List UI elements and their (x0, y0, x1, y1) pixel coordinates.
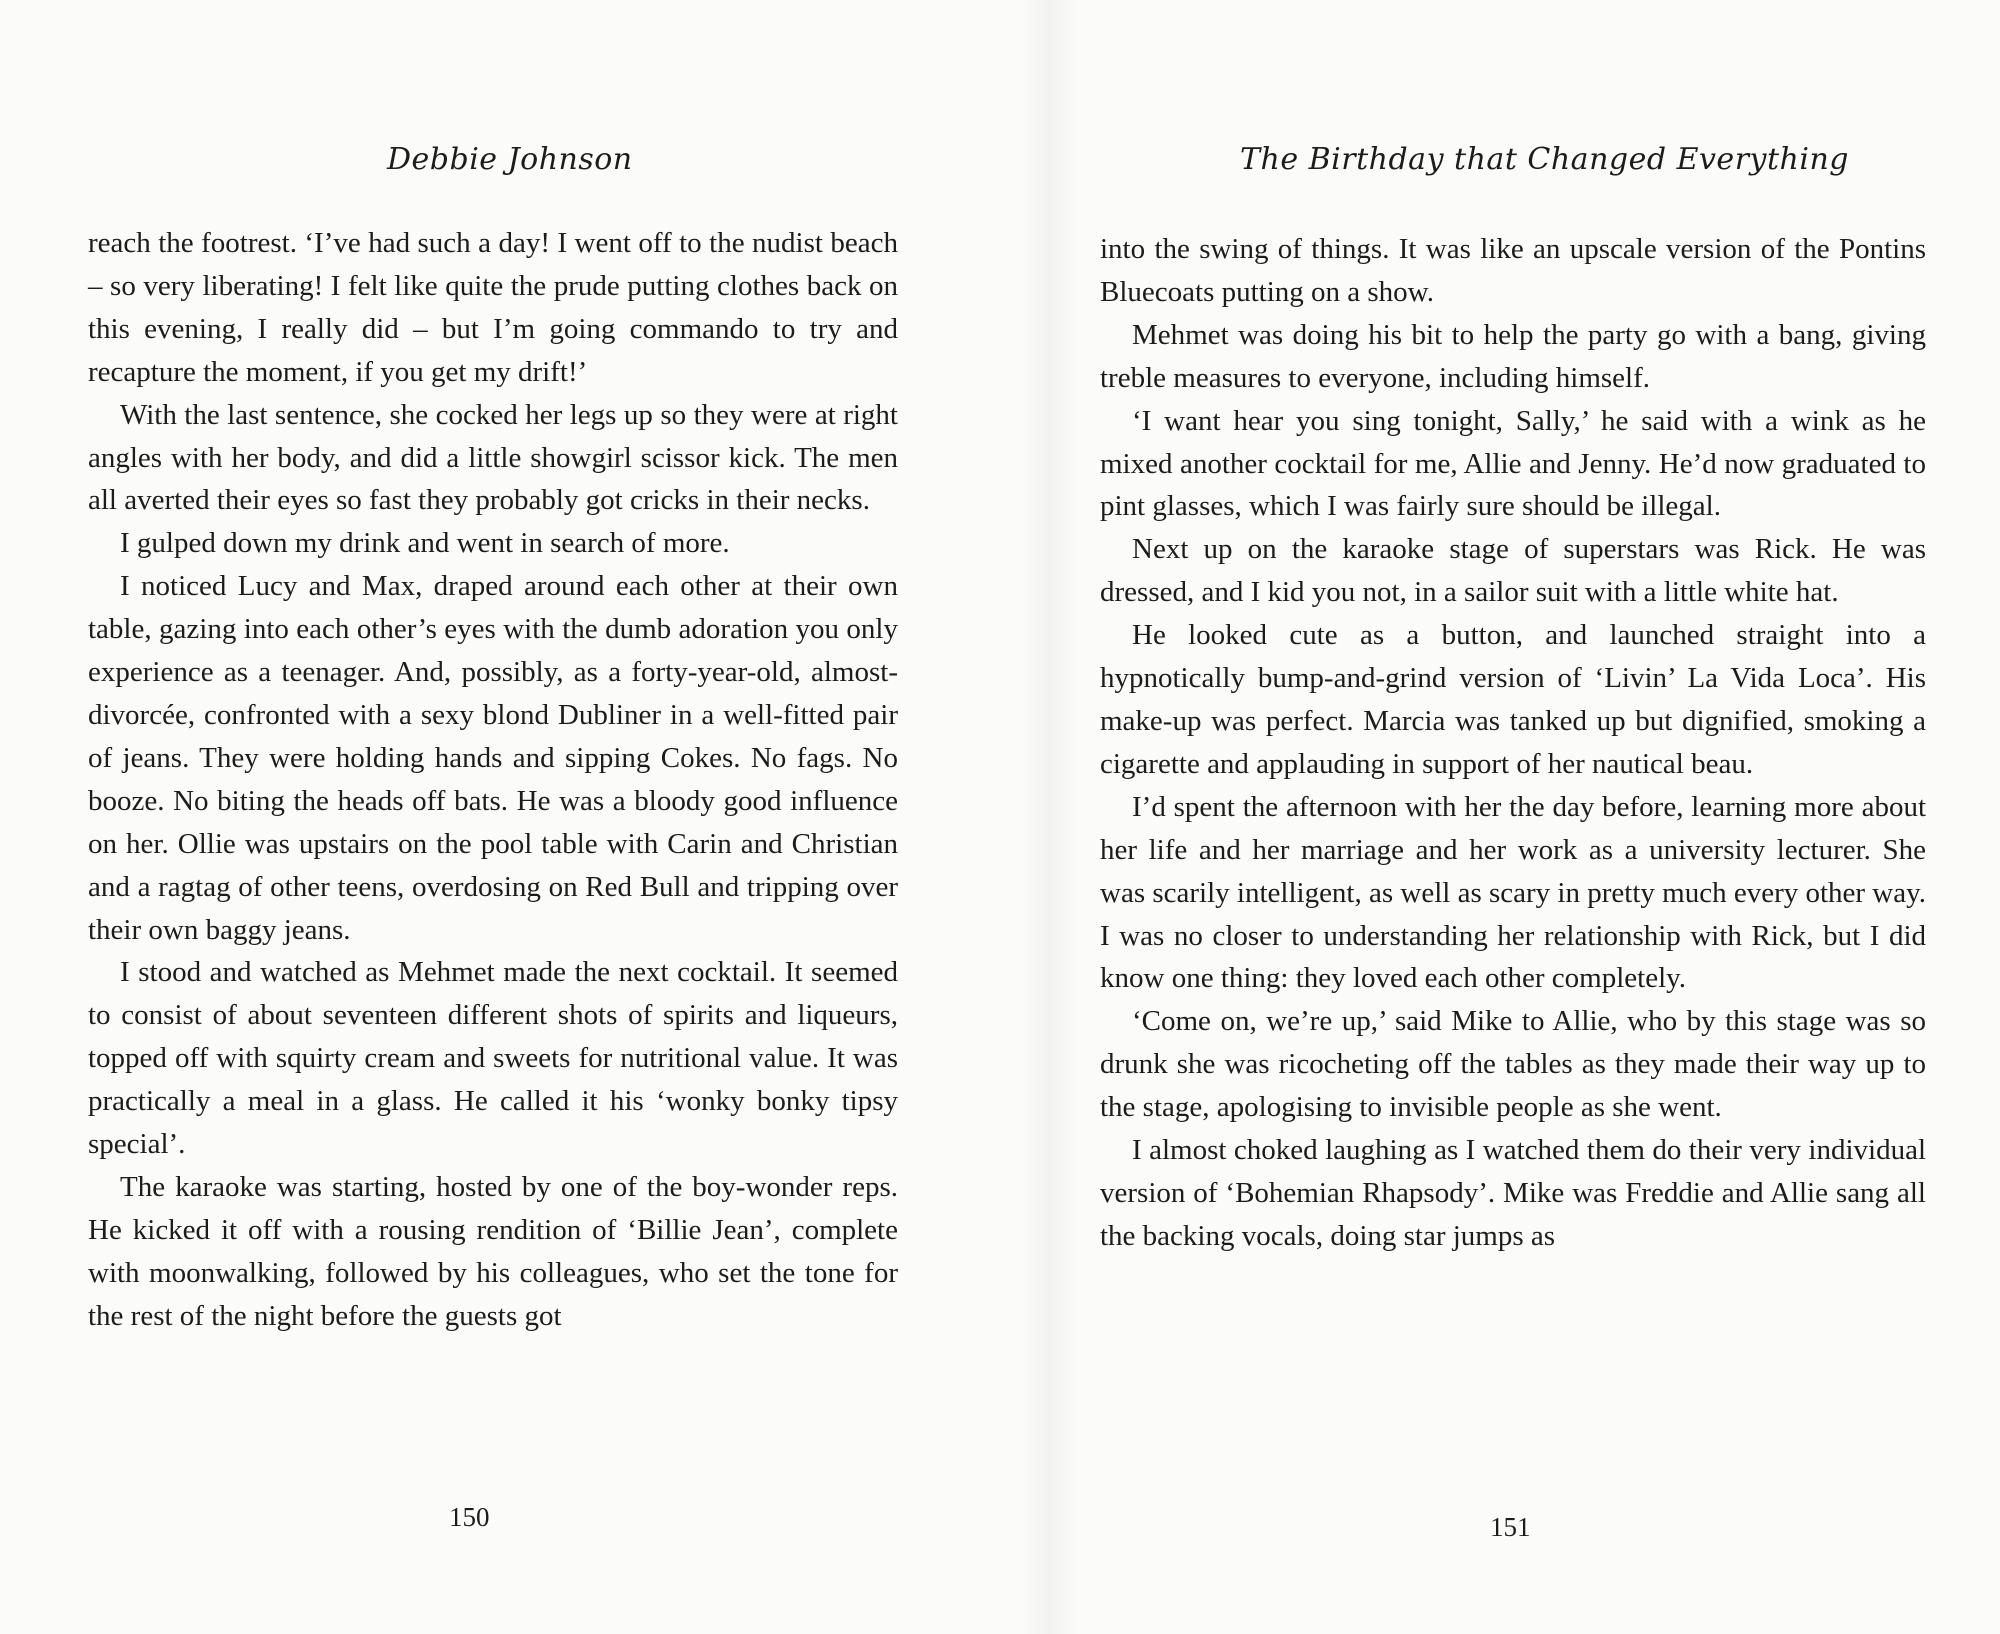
paragraph: ‘I want hear you sing tonight, Sally,’ he said with a wink as he mixed another cocktail for me, Allie and Jenny. He’d now graduated to pint glasses, which I was fairly sure should be illegal. (1100, 404, 1926, 523)
paragraph: Mehmet was doing his bit to help the party go with a bang, giving treble measures to everyone, including himself. (1100, 318, 1926, 394)
left-page-body (88, 222, 898, 1338)
paragraph: I noticed Lucy and Max, draped around each other at their own table, gazing into each other’s eyes with the dumb adoration you only experience as a teenager. And, possibly, as a forty-year-old, almost-divorcée, confronted with a sexy blond Dubliner in a well-fitted pair of jeans. They were holding hands and sipping Cokes. No fags. No booze. No biting the heads off bats. He was a bloody good influence on her. Ollie was upstairs on the pool table with Carin and Christian and a ragtag of other teens, overdosing on Red Bull and tripping over their own baggy jeans. (88, 570, 898, 946)
paragraph: reach the footrest. ‘I’ve had such a day! I went off to the nudist beach – so very liberating! I felt like quite the prude putting clothes back on this evening, I really did – but I’m going commando to try and recapture the moment, if you get my drift!’ (88, 227, 898, 388)
paragraph: Next up on the karaoke stage of superstars was Rick. He was dressed, and I kid you not, in a sailor suit with a little white hat. (1100, 533, 1926, 609)
paragraph: I gulped down my drink and went in search of more. (120, 527, 730, 560)
page-number: 150 (449, 1502, 490, 1532)
right-page-body (1100, 228, 1926, 1258)
page-number: 151 (1490, 1512, 1531, 1542)
running-head-title: The Birthday that Changed Everything (1240, 142, 1849, 177)
paragraph: into the swing of things. It was like an upscale version of the Pontins Bluecoats putting on a show. (1100, 233, 1926, 308)
paragraph: I stood and watched as Mehmet made the next cocktail. It seemed to consist of about seventeen different shots of spirits and liqueurs, topped off with squirty cream and sweets for nutritional value. It was practically a meal in a glass. He called it his ‘wonky bonky tipsy special’. (88, 956, 898, 1161)
paragraph: With the last sentence, she cocked her legs up so they were at right angles with her body, and did a little showgirl scissor kick. The men all averted their eyes so fast they probably got cricks in their necks. (88, 398, 898, 517)
paragraph: I’d spent the afternoon with her the day before, learning more about her life and her marriage and her work as a university lecturer. She was scarily intelligent, as well as scary in pretty much every other way. I was no closer to understanding her relationship with Rick, but I did know one thing: they loved each other completely. (1100, 790, 1926, 995)
paragraph: I almost choked laughing as I watched them do their very individual version of ‘Bohemian Rhapsody’. Mike was Freddie and Allie sang all the backing vocals, doing star jumps as (1100, 1134, 1926, 1252)
paragraph: He looked cute as a button, and launched straight into a hypnotically bump-and-grind version of ‘Livin’ La Vida Loca’. His make-up was perfect. Marcia was tanked up but dignified, smoking a cigarette and applauding in support of her nautical beau. (1100, 619, 1926, 780)
running-head-author: Debbie Johnson (387, 142, 633, 177)
paragraph: ‘Come on, we’re up,’ said Mike to Allie, who by this stage was so drunk she was ricocheting off the tables as they made their way up to the stage, apologising to invisible people as she went. (1100, 1005, 1926, 1124)
paragraph: The karaoke was starting, hosted by one of the boy-wonder reps. He kicked it off with a rousing rendition of ‘Billie Jean’, complete with moonwalking, followed by his colleagues, who set the tone for the rest of the night before the guests got (88, 1170, 898, 1332)
right-page (1020, 0, 2000, 1634)
